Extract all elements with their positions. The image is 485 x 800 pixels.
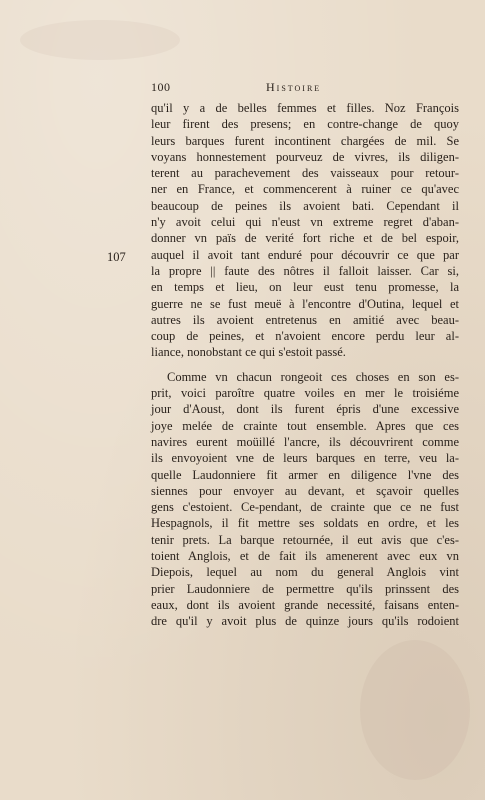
text-line: la propre || faute des nôtres il falloit laisser. Car si, — [151, 263, 459, 278]
paragraph-1 — [151, 100, 459, 361]
body-text — [151, 100, 459, 630]
text-line: guerre ne se fust meuë à l'encontre d'Outina, lequel et — [151, 296, 459, 311]
text-line: siennes pour envoyer au devant, et sçavoir quelles — [151, 483, 459, 498]
page-header — [151, 80, 447, 96]
text-line: tenir prets. La barque retournée, il eut avis que c'es- — [151, 532, 459, 547]
text-line: Comme vn chacun rongeoit ces choses en son es- — [167, 369, 459, 384]
text-line: auquel il avoit tant enduré pour découvrir ce que par — [151, 247, 459, 262]
text-line: leurs barques furent incontinent chargées de mil. Se — [151, 133, 459, 148]
paragraph-gap — [151, 361, 459, 369]
margin-page-reference: 107 — [107, 250, 126, 264]
text-line: navires eurent moüillé l'ancre, ils découvrirent comme — [151, 434, 459, 449]
text-line: leur firent des presens; en contre-change de quoy — [151, 117, 459, 132]
text-line: dre qu'il y avoit plus de quinze jours qu'ils rodoient — [151, 614, 459, 629]
text-line: en temps et lieu, on leur eust tenu promesse, la — [151, 280, 459, 295]
text-line: prit, voici paroître quatre voiles en mer le troisiéme — [151, 386, 459, 401]
text-line: gens c'estoient. Ce-pendant, de crainte que ce ne fust — [151, 500, 459, 515]
text-line: coup de peines, et n'avoient encore perdu leur al- — [151, 329, 459, 344]
paper-stain — [360, 640, 470, 780]
page-number: 100 — [151, 80, 171, 94]
text-line: prier Laudonniere de permettre qu'ils prinssent des — [151, 581, 459, 596]
text-line: quelle Laudonniere fit armer en diligence l'vne des — [151, 467, 459, 482]
text-line: ils envoyoient vne de leurs barques en terre, veu la- — [151, 451, 459, 466]
text-line: joye melée de crainte tout ensemble. Apres que ces — [151, 418, 459, 433]
text-line: toient Anglois, et de fait ils amenerent avec eux vn — [151, 549, 459, 564]
text-line: beaucoup de peines ils avoient bati. Cependant il — [151, 198, 459, 213]
text-line: voyans honnestement pourveuz de vivres, ils diligen- — [151, 149, 459, 164]
paper-stain — [20, 20, 180, 60]
text-line: n'y avoit celui qui n'eust vn extreme regret d'aban- — [151, 215, 459, 230]
text-line: Hespagnols, il fit mettre ses soldats en ordre, et les — [151, 516, 459, 531]
text-line: ner en France, et commencerent à ruiner ce qu'avec — [151, 182, 459, 197]
text-line: jour d'Aoust, dont ils furent épris d'une excessive — [151, 402, 459, 417]
running-head: Histoire — [266, 80, 322, 94]
text-line: donner vn païs de verité fort riche et de bel espoir, — [151, 231, 459, 246]
text-line: autres ils avoient entretenus en amitié avec beau- — [151, 312, 459, 327]
text-line: Diepois, lequel au nom du general Anglois vint — [151, 565, 459, 580]
text-line: qu'il y a de belles femmes et filles. Noz François — [151, 101, 459, 115]
text-line: liance, nonobstant ce qui s'estoit passé. — [151, 345, 346, 360]
text-line: terent au parachevement des vaisseaux pour retour- — [151, 166, 459, 181]
paragraph-2 — [151, 369, 459, 630]
text-line: eaux, dont ils avoient grande necessité, faisans enten- — [151, 597, 459, 612]
